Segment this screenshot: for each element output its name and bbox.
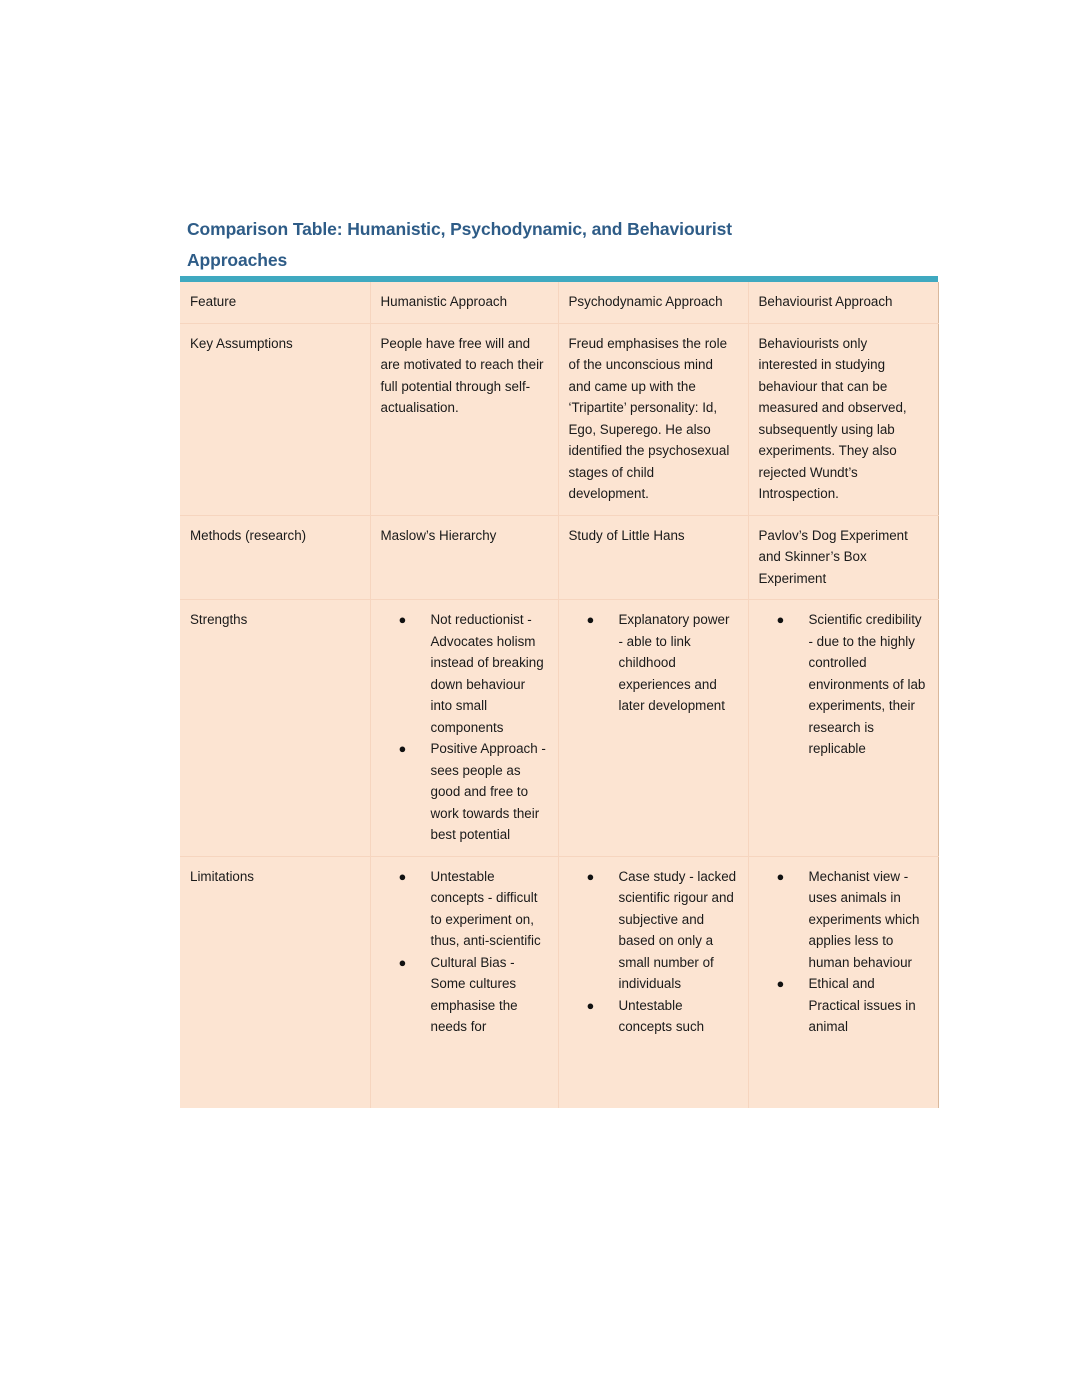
bullet-icon: ● [586,997,595,1013]
list-item [773,973,928,1038]
list-item [395,609,548,738]
row-feature-label: Strengths [180,600,370,857]
list-item-label: Untestable concepts - difficult to experiment on, thus, anti-scientific [430,868,541,948]
page-title: Comparison Table: Humanistic, Psychodynamic, and Behaviourist Approaches [187,219,732,270]
table-header-row [180,282,938,323]
bullet-icon: ● [776,976,785,991]
bullet-list [759,866,928,1038]
cell-psychodynamic [558,600,748,857]
list-item-label: Scientific credibility - due to the highly controlled environments of lab experiments, their research is replicable [808,612,926,756]
list-item [773,609,928,760]
cell-psychodynamic [558,856,748,1108]
cell-humanistic: Maslow’s Hierarchy [370,515,558,600]
bullet-icon: ● [398,954,407,970]
table-header-cell-feature [180,282,370,323]
list-item-label: Positive Approach - sees people as good and free to work towards their best potential [430,741,546,842]
bullet-list [759,609,928,760]
list-item-label: Mechanist view - uses animals in experiments which applies less to human behaviour [808,868,920,970]
header-label: Feature [190,294,237,309]
list-item-label: Untestable concepts such [618,997,705,1034]
bullet-icon: ● [586,868,595,884]
header-label: Psychodynamic Approach [568,294,723,309]
cell-behaviourist: Pavlov’s Dog Experiment and Skinner’s Box Experiment [748,515,938,600]
list-item [395,866,548,952]
table-row [180,515,938,600]
cell-behaviourist [748,600,938,857]
cell-behaviourist: Behaviourists only interested in studying behaviour that can be measured and observed, subsequently using lab experiments. They also rejected Wundt’s Introspection. [748,323,938,515]
row-feature-label: Limitations [180,856,370,1108]
bullet-list [381,609,548,846]
table-header-cell-behaviourist [748,282,938,323]
cell-humanistic: People have free will and are motivated to reach their full potential through self-actualisation. [370,323,558,515]
header-label: Humanistic Approach [380,294,508,309]
bullet-list [569,866,738,1038]
comparison-table [180,282,939,1108]
row-feature-label: Methods (research) [180,515,370,600]
bullet-list [381,866,548,1038]
table-row [180,600,938,857]
bullet-list [569,609,738,717]
header-label: Behaviourist Approach [758,294,893,309]
cell-humanistic [370,600,558,857]
list-item [583,866,738,995]
bullet-icon: ● [776,868,785,884]
list-item [395,738,548,846]
row-feature-label: Key Assumptions [180,323,370,515]
list-item-label: Not reductionist - Advocates holism instead of breaking down behaviour into small components [430,612,544,735]
list-item-label: Case study - lacked scientific rigour and subjective and based on only a small number of individuals [618,868,737,991]
list-item [773,866,928,974]
bullet-icon: ● [398,868,407,884]
bullet-icon: ● [776,612,785,627]
list-item-label: Cultural Bias - Some cultures emphasise the needs for [430,954,518,1034]
list-item [583,609,738,717]
cell-psychodynamic: Freud emphasises the role of the unconscious mind and came up with the ‘Tripartite’ personality: Id, Ego, Superego. He also identified the psychosexual stages of child development. [558,323,748,515]
bullet-icon: ● [398,741,407,756]
list-item [395,952,548,1038]
bullet-icon: ● [398,612,407,627]
list-item-label: Ethical and Practical issues in animal [808,976,916,1034]
list-item [583,995,738,1038]
cell-humanistic [370,856,558,1108]
cell-behaviourist [748,856,938,1108]
table-row [180,323,938,515]
comparison-table-container [180,276,938,1108]
cell-psychodynamic: Study of Little Hans [558,515,748,600]
table-header-cell-psychodynamic [558,282,748,323]
table-row [180,856,938,1108]
list-item-label: Explanatory power - able to link childhood experiences and later development [618,612,730,713]
bullet-icon: ● [586,612,595,627]
table-header-cell-humanistic [370,282,558,323]
